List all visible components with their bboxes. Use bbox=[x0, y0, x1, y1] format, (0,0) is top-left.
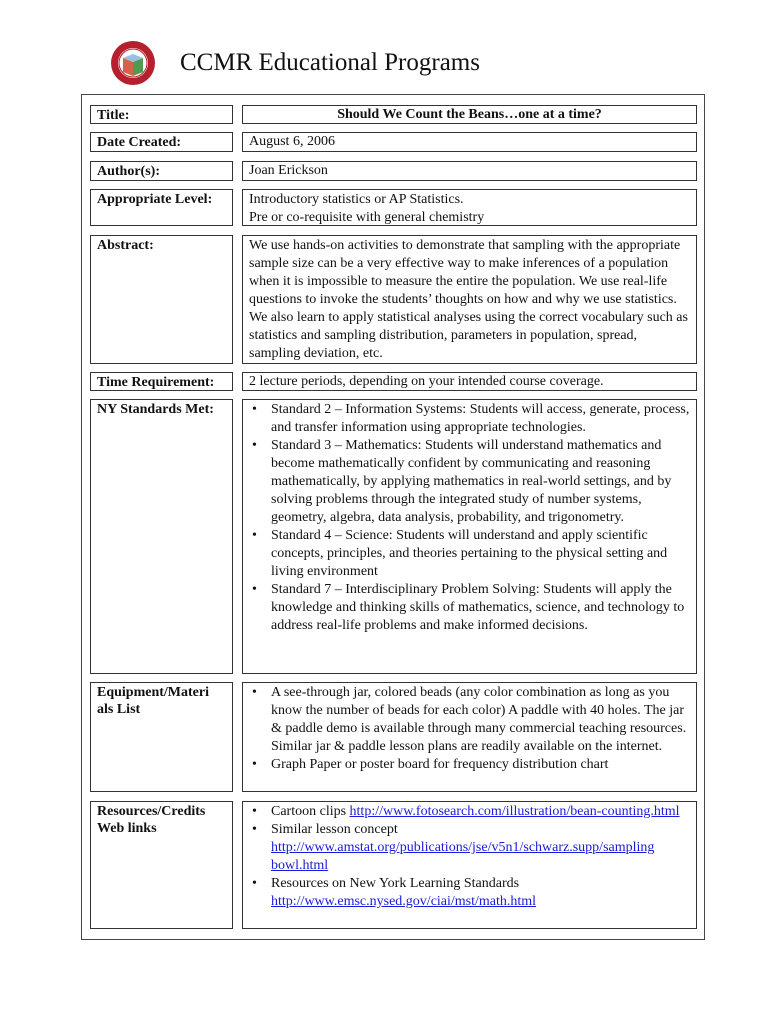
title-label: Title: bbox=[90, 105, 233, 124]
level-line: Introductory statistics or AP Statistics. bbox=[249, 192, 464, 207]
list-item: • A see-through jar, colored beads (any color combination as long as you know the number of beads for each color) A paddle with 40 holes. The jar & paddle demo is available through many commercial teaching resources. Similar jar & paddle lesson plans are readily available on the internet. bbox=[249, 684, 690, 756]
resource-text: Similar lesson concept bbox=[271, 822, 398, 837]
list-item: • Standard 2 – Information Systems: Students will access, generate, process, and transfer information using appropriate technologies. bbox=[249, 401, 690, 437]
level-line: Pre or co-requisite with general chemistry bbox=[249, 210, 485, 225]
list-item: • Standard 7 – Interdisciplinary Problem Solving: Students will apply the knowledge and thinking skills of mathematics, science, and technology to address real-life problems and make informed decisions. bbox=[249, 581, 690, 635]
authors-label: Author(s): bbox=[90, 161, 233, 181]
equipment-label: Equipment/Materi als List bbox=[90, 682, 233, 792]
fotosearch-link[interactable]: http://www.fotosearch.com/illustration/bean-counting.html bbox=[349, 804, 680, 819]
standards-label: NY Standards Met: bbox=[90, 399, 233, 674]
list-item bbox=[249, 875, 690, 911]
abstract-label: Abstract: bbox=[90, 235, 233, 364]
equipment-value bbox=[242, 682, 697, 792]
cornell-ccmr-seal-icon bbox=[110, 40, 156, 86]
level-label: Appropriate Level: bbox=[90, 189, 233, 226]
resource-text: Cartoon clips bbox=[271, 804, 350, 819]
time-label: Time Requirement: bbox=[90, 372, 233, 391]
list-item: • Graph Paper or poster board for frequency distribution chart bbox=[249, 756, 690, 774]
resource-text: Resources on New York Learning Standards bbox=[271, 876, 520, 891]
nysed-link[interactable]: http://www.emsc.nysed.gov/ciai/mst/math.html bbox=[271, 894, 537, 909]
standards-list bbox=[249, 401, 690, 635]
standards-value bbox=[242, 399, 697, 674]
resources-label: Resources/Credits Web links bbox=[90, 801, 233, 929]
page-header bbox=[110, 35, 480, 91]
page-title: CCMR Educational Programs bbox=[180, 49, 480, 76]
authors-value: Joan Erickson bbox=[242, 161, 697, 181]
date-created-value: August 6, 2006 bbox=[242, 132, 697, 152]
amstat-link[interactable]: http://www.amstat.org/publications/jse/v5n1/schwarz.supp/sampling bowl.html bbox=[271, 840, 655, 873]
title-value: Should We Count the Beans…one at a time? bbox=[242, 105, 697, 124]
lesson-summary-form bbox=[81, 94, 705, 940]
time-value: 2 lecture periods, depending on your intended course coverage. bbox=[242, 372, 697, 391]
resources-list bbox=[249, 803, 690, 911]
list-item: • Standard 3 – Mathematics: Students will understand mathematics and become mathematically confident by communicating and reasoning mathematically, by applying mathematics in real-world settings, and by solving problems through the integrated study of number systems, geometry, algebra, data analysis, probability, and trigonometry. bbox=[249, 437, 690, 527]
equipment-list bbox=[249, 684, 690, 774]
resources-value bbox=[242, 801, 697, 929]
date-created-label: Date Created: bbox=[90, 132, 233, 152]
abstract-value: We use hands-on activities to demonstrate that sampling with the appropriate sample size can be a very effective way to make inferences of a population when it is impossible to measure the entire the population. We use real-life questions to invoke the students’ thoughts on how and why we use statistics. We also learn to apply statistical analyses using the correct vocabulary such as statistics and sampling distribution, parameters in population, spread, sampling deviation, etc. bbox=[242, 235, 697, 364]
list-item: • Standard 4 – Science: Students will understand and apply scientific concepts, principles, and theories pertaining to the physical setting and living environment bbox=[249, 527, 690, 581]
list-item bbox=[249, 821, 690, 875]
level-value bbox=[242, 189, 697, 226]
list-item bbox=[249, 803, 690, 821]
